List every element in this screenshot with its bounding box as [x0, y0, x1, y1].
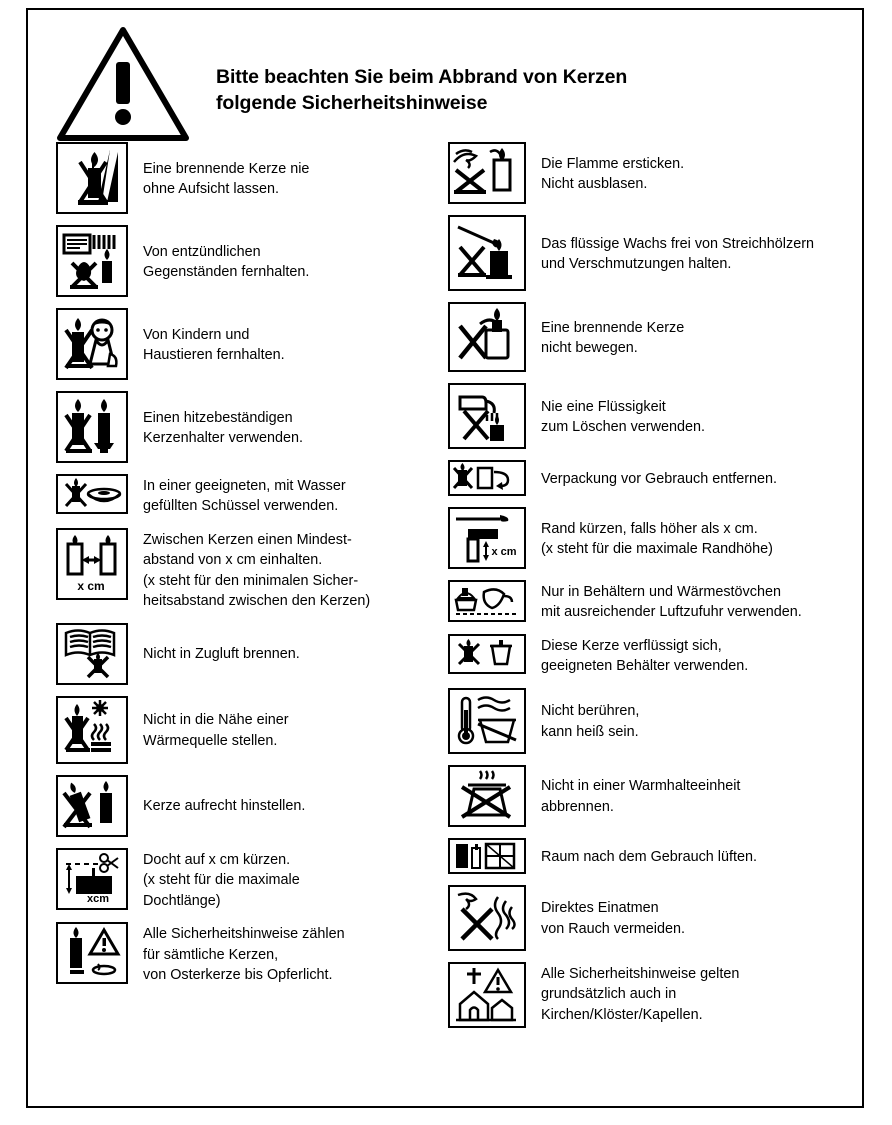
church-use-icon — [448, 962, 526, 1028]
list-item-text: Kerze aufrecht hinstellen. — [143, 798, 306, 815]
candle-unattended-icon — [56, 142, 128, 214]
list-item-text: Nicht berühren, kann heiß sein. — [541, 703, 640, 740]
list-item-text: Einen hitzebeständigen Kerzenhalter verwenden. — [143, 409, 303, 446]
list-item — [448, 765, 858, 827]
list-item — [448, 142, 858, 204]
list-item-text: Nicht in die Nähe einer Wärmequelle stellen. — [143, 712, 289, 749]
list-item-text: Die Flamme ersticken. Nicht ausblasen. — [541, 155, 685, 192]
svg-text:x cm: x cm — [77, 578, 105, 593]
no-heat-source-icon — [56, 696, 128, 764]
all-candles-icon — [56, 922, 128, 984]
list-item — [448, 580, 858, 623]
list-item — [56, 391, 426, 463]
page-title-line2: folgende Sicherheitshinweise — [216, 92, 488, 115]
list-item — [56, 528, 426, 612]
list-item-text: Eine brennende Kerze nie ohne Aufsicht lassen. — [143, 160, 310, 197]
list-item-text: Nicht in Zugluft brennen. — [143, 646, 300, 663]
no-smoke-inhalation-icon — [448, 885, 526, 951]
list-item-text: In einer geeigneten, mit Wasser gefüllten Schüssel verwenden. — [143, 478, 346, 515]
list-item — [448, 215, 858, 291]
list-item-text: Zwischen Kerzen einen Mindest- abstand von x cm einhalten. (x steht für den minimalen Sicher- heitsabstand zwischen den Kerzen) — [143, 531, 371, 610]
list-item — [56, 775, 426, 837]
flammable-objects-icon — [56, 225, 128, 297]
snuff-flame-icon — [448, 142, 526, 204]
warning-triangle-icon — [56, 24, 190, 142]
hot-surface-icon — [448, 688, 526, 754]
list-item — [448, 838, 858, 874]
pictogram-columns — [28, 142, 862, 1039]
no-liquid-extinguish-icon — [448, 383, 526, 449]
heat-resistant-holder-icon — [56, 391, 128, 463]
list-item-text: Nie eine Flüssigkeit zum Löschen verwenden. — [541, 398, 705, 435]
children-pets-icon — [56, 308, 128, 380]
list-item — [56, 848, 426, 911]
trim-wick-icon — [56, 848, 128, 910]
list-item-text: Nicht in einer Warmhalteeinheit abbrennen. — [541, 778, 741, 815]
list-item — [448, 460, 858, 496]
page-title-line1: Bitte beachten Sie beim Abbrand von Kerzen — [216, 66, 628, 88]
list-item-text: Verpackung vor Gebrauch entfernen. — [541, 470, 777, 487]
list-item-text: Diese Kerze verflüssigt sich, geeigneten Behälter verwenden. — [541, 637, 749, 675]
list-item — [448, 885, 858, 951]
no-draught-icon — [56, 623, 128, 685]
remove-packaging-icon — [448, 460, 526, 496]
list-item-text: Das flüssige Wachs frei von Streichhölzern und Verschmutzungen halten. — [541, 235, 815, 272]
list-item-text: Von Kindern und Haustieren fernhalten. — [143, 326, 285, 363]
list-item — [56, 696, 426, 764]
list-item-text: Eine brennende Kerze nicht bewegen. — [541, 319, 685, 356]
svg-text:x cm: x cm — [491, 546, 517, 558]
left-column — [56, 142, 426, 1039]
list-item — [56, 225, 426, 297]
trim-rim-icon — [448, 507, 526, 569]
list-item — [448, 302, 858, 372]
page-title — [216, 64, 627, 117]
no-warming-unit-icon — [448, 765, 526, 827]
use-in-container-icon — [448, 580, 526, 622]
minimum-distance-icon — [56, 528, 128, 600]
list-item-text: Von entzündlichen Gegenständen fernhalten. — [143, 243, 310, 280]
list-item — [56, 142, 426, 214]
list-item-text: Raum nach dem Gebrauch lüften. — [541, 848, 757, 865]
list-item-text: Alle Sicherheitshinweise gelten grundsätzlich auch in Kirchen/Klöster/Kapellen. — [541, 965, 740, 1023]
list-item-text: Nur in Behältern und Wärmestövchen mit ausreichender Luftzufuhr verwenden. — [541, 584, 802, 621]
list-item — [448, 634, 858, 677]
ventilate-room-icon — [448, 838, 526, 874]
list-item — [448, 688, 858, 754]
list-item-text: Direktes Einatmen von Rauch vermeiden. — [541, 900, 685, 937]
no-matches-in-wax-icon — [448, 215, 526, 291]
do-not-move-icon — [448, 302, 526, 372]
list-item — [56, 922, 426, 985]
list-item — [56, 623, 426, 685]
list-item-text: Rand kürzen, falls höher als x cm. (x steht für die maximale Randhöhe) — [541, 520, 773, 557]
right-column — [448, 142, 858, 1039]
list-item-text: Alle Sicherheitshinweise zählen für sämtliche Kerzen, von Osterkerze bis Opferlicht. — [143, 926, 345, 983]
document-header — [28, 10, 862, 142]
list-item — [448, 507, 858, 569]
safety-instructions-sheet — [26, 8, 864, 1108]
list-item — [56, 308, 426, 380]
list-item — [448, 383, 858, 449]
list-item — [448, 962, 858, 1028]
upright-candle-icon — [56, 775, 128, 837]
svg-text:xcm: xcm — [86, 892, 110, 905]
water-filled-bowl-icon — [56, 474, 128, 514]
list-item-text: Docht auf x cm kürzen. (x steht für die maximale Dochtlänge) — [143, 851, 300, 909]
list-item — [56, 474, 426, 517]
liquefying-candle-icon — [448, 634, 526, 674]
